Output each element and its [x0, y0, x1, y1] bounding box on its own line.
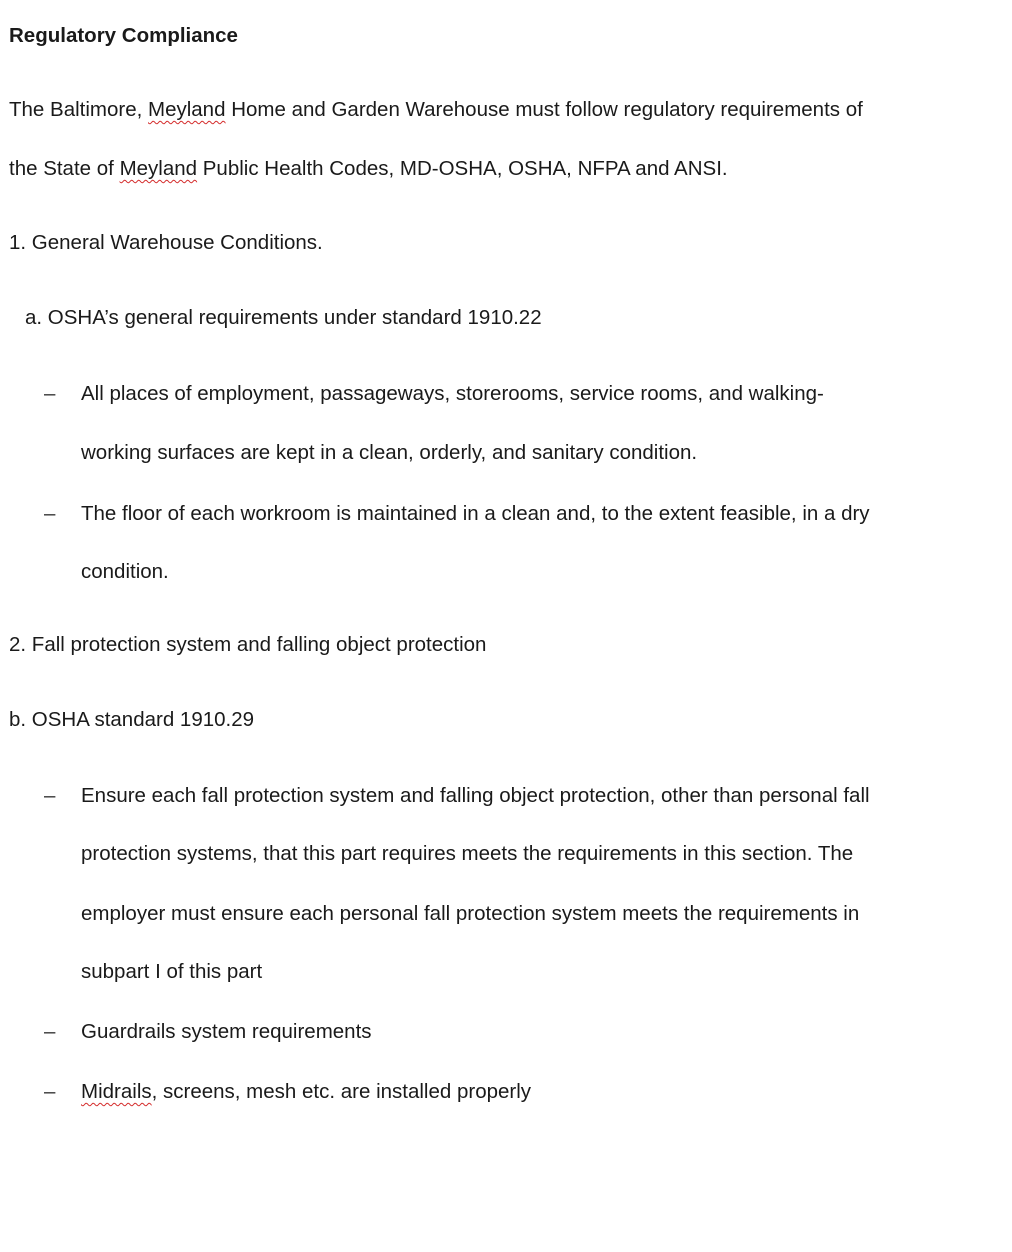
- section-2-bullet-1-line-1: Ensure each fall protection system and falling object protection, other than personal fall: [81, 784, 870, 807]
- section-1-bullet-1-line-1: All places of employment, passageways, storerooms, service rooms, and walking-: [81, 382, 824, 405]
- bullet-dash: –: [44, 1080, 56, 1103]
- intro-line-1-start: The Baltimore,: [9, 98, 148, 121]
- section-1-bullet-2-line-1: The floor of each workroom is maintained in a clean and, to the extent feasible, in a dry: [81, 502, 870, 525]
- section-1-heading: 1. General Warehouse Conditions.: [9, 231, 323, 254]
- misspelled-word[interactable]: Meyland: [119, 157, 198, 180]
- section-1-bullet-2-line-2: condition.: [81, 560, 169, 583]
- section-1-bullet-1-line-2: working surfaces are kept in a clean, orderly, and sanitary condition.: [81, 441, 698, 464]
- intro-line-2-start: the State of: [9, 157, 120, 180]
- section-2-bullet-1-line-3: employer must ensure each personal fall protection system meets the requirements in: [81, 902, 860, 925]
- misspelled-word[interactable]: Meyland: [148, 98, 226, 121]
- section-2-bullet-3: [81, 1082, 531, 1103]
- intro-line-1-end: Home and Garden Warehouse must follow regulatory requirements of: [225, 98, 863, 121]
- section-2-heading: 2. Fall protection system and falling object protection: [9, 633, 487, 656]
- bullet-dash: –: [44, 502, 56, 525]
- misspelled-word[interactable]: Midrails: [81, 1080, 152, 1103]
- intro-line-1: [9, 100, 863, 121]
- section-2-bullet-1-line-4: subpart I of this part: [81, 960, 263, 983]
- section-2-bullet-3-rest: , screens, mesh etc. are installed properly: [151, 1080, 532, 1103]
- document-title: Regulatory Compliance: [9, 24, 238, 47]
- bullet-dash: –: [44, 784, 56, 807]
- bullet-dash: –: [44, 382, 56, 405]
- section-2-bullet-1-line-2: protection systems, that this part requires meets the requirements in this section. The: [81, 842, 854, 865]
- intro-line-2-end: Public Health Codes, MD-OSHA, OSHA, NFPA and ANSI.: [197, 157, 728, 180]
- intro-line-2: [9, 159, 728, 180]
- bullet-dash: –: [44, 1020, 56, 1043]
- section-2-bullet-2: Guardrails system requirements: [81, 1020, 372, 1043]
- section-2-subheading: b. OSHA standard 1910.29: [9, 708, 255, 731]
- section-1-subheading: a. OSHA’s general requirements under standard 1910.22: [25, 306, 542, 329]
